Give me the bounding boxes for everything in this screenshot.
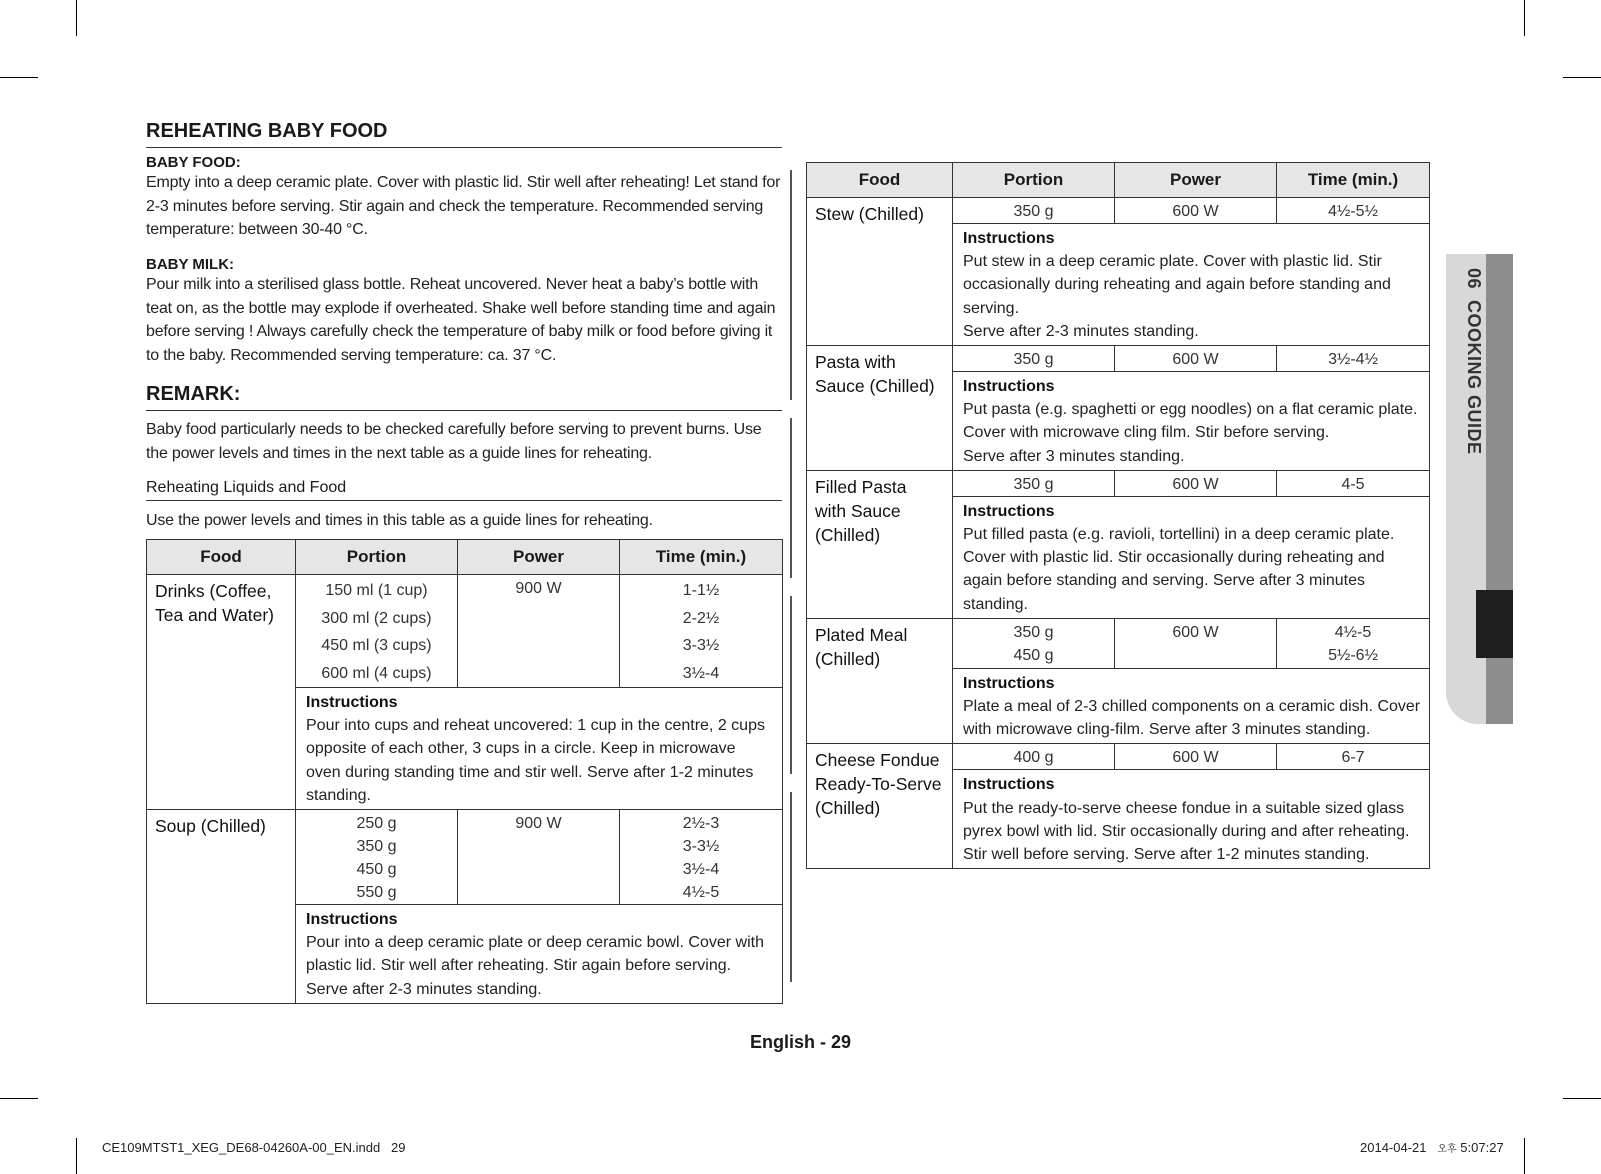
power-cell: 600 W [1115, 618, 1277, 668]
instructions-cell [953, 496, 1430, 618]
column-divider [790, 418, 792, 578]
food-cell: Stew (Chilled) [807, 198, 953, 346]
portion-cell: 350 g [953, 198, 1115, 224]
instructions-text: Put stew in a deep ceramic plate. Cover with plastic lid. Stir occasionally during reheating and again before standing and serving. [963, 253, 1391, 317]
power-cell: 600 W [1115, 198, 1277, 224]
instructions-text: Pour into cups and reheat uncovered: 1 cup in the centre, 2 cups opposite of each other, 3 cups in a circle. Keep in microwave oven during standing time and stir well. Serve after 1-2 minutes standing. [306, 717, 765, 804]
portion-value: 600 ml (4 cups) [321, 664, 432, 682]
food-name: Pasta with [815, 352, 896, 373]
instructions-cell [953, 668, 1430, 744]
food-name: Ready-To-Serve [815, 774, 942, 795]
slug-timestamp [1360, 1140, 1504, 1155]
instructions-text: Put filled pasta (e.g. ravioli, tortellini) in a deep ceramic plate. Cover with plastic lid. Stir occasionally during reheating and again before standing and serving. Serve after 3 minutes standing. [963, 526, 1395, 613]
reheating-liquids-intro: Use the power levels and times in this table as a guide lines for reheating. [146, 512, 653, 529]
food-cell [807, 618, 953, 744]
time-cell [620, 810, 783, 905]
baby-food-title: BABY FOOD: [146, 154, 241, 171]
column-divider [790, 596, 792, 774]
crop-mark [76, 1138, 77, 1174]
power-cell: 600 W [1115, 744, 1277, 770]
chapter-title: COOKING GUIDE [1464, 300, 1484, 455]
portion-cell [296, 575, 458, 688]
portion-value: 350 g [1013, 623, 1054, 641]
instructions-title: Instructions [963, 674, 1055, 692]
instructions-title: Instructions [306, 694, 398, 711]
crop-mark [1524, 0, 1525, 36]
time-value: 3½-4 [682, 861, 720, 879]
column-divider [790, 792, 792, 982]
portion-value: 550 g [356, 884, 397, 902]
table-row [147, 810, 783, 905]
remark-title: REMARK: [146, 383, 782, 411]
chapter-number: 06 [1464, 268, 1484, 290]
food-name: with Sauce [815, 500, 901, 521]
header-time: Time (min.) [620, 540, 783, 575]
instructions-text: Plate a meal of 2-3 chilled components on a ceramic dish. Cover with microwave cling-film. Serve after 3 minutes standing. [963, 698, 1421, 739]
food-name: (Chilled) [815, 798, 881, 819]
slug-date: 2014-04-21 [1360, 1140, 1427, 1155]
food-name: Drinks (Coffee, [155, 581, 272, 601]
table-row [147, 575, 783, 688]
side-tab-marker [1476, 590, 1513, 658]
header-food: Food [807, 163, 953, 198]
table-row [807, 744, 1430, 770]
time-value: 4½-5 [682, 884, 720, 902]
food-name: Cheese Fondue [815, 750, 940, 771]
table-header-row [147, 540, 783, 575]
table-row [807, 198, 1430, 224]
baby-food-text: Empty into a deep ceramic plate. Cover with plastic lid. Stir well after reheating! Let stand for 2-3 minutes before serving. Stir again and check the temperature. Recommended serving temperature: between 30-40 °C. [146, 174, 781, 238]
instructions-title: Instructions [963, 502, 1055, 520]
portion-cell: 400 g [953, 744, 1115, 770]
slug-time: 5:07:27 [1460, 1140, 1504, 1155]
instructions-text: Serve after 3 minutes standing. [963, 447, 1185, 465]
left-table [146, 539, 783, 1004]
time-value: 1-1½ [682, 582, 720, 599]
portion-value: 300 ml (2 cups) [321, 609, 432, 627]
instructions-text: Serve after 2-3 minutes standing. [963, 322, 1199, 340]
portion-value: 150 ml (1 cup) [325, 582, 428, 599]
page-title: REHEATING BABY FOOD [146, 120, 782, 148]
instructions-title: Instructions [963, 378, 1055, 396]
food-name: Plated Meal [815, 624, 908, 645]
time-value: 2½-3 [682, 815, 720, 833]
slug-filename: CE109MTST1_XEG_DE68-04260A-00_EN.indd 29 [102, 1140, 406, 1155]
food-name: Sauce (Chilled) [815, 376, 935, 397]
crop-mark [1563, 77, 1601, 78]
instructions-cell [953, 770, 1430, 869]
time-value: 3½-4 [682, 664, 720, 682]
baby-food-section [146, 154, 782, 242]
portion-cell [296, 810, 458, 905]
crop-mark [0, 1098, 38, 1099]
portion-value: 350 g [356, 838, 397, 856]
time-value: 3-3½ [682, 838, 720, 856]
food-cell [807, 470, 953, 618]
crop-mark [1563, 1098, 1601, 1099]
time-value: 3-3½ [682, 637, 720, 654]
instructions-cell [953, 224, 1430, 346]
table-row [807, 618, 1430, 668]
instructions-title: Instructions [963, 230, 1055, 247]
power-cell: 600 W [1115, 470, 1277, 496]
time-value: 5½-6½ [1328, 646, 1378, 664]
table-row [807, 346, 1430, 372]
instructions-text: Put the ready-to-serve cheese fondue in a suitable sized glass pyrex bowl with lid. Stir occasionally during and after reheating. Stir well before serving. Serve after 1-2 minutes standing. [963, 799, 1410, 864]
time-cell: 4-5 [1277, 470, 1430, 496]
time-cell: 3½-4½ [1277, 346, 1430, 372]
right-table [806, 162, 1430, 869]
baby-milk-title: BABY MILK: [146, 256, 235, 273]
food-name: Tea and Water) [155, 605, 274, 625]
portion-value: 450 ml (3 cups) [321, 637, 432, 654]
slug-ampm: 오후 [1437, 1144, 1457, 1155]
time-value: 2-2½ [682, 609, 720, 627]
instructions-title: Instructions [306, 911, 398, 929]
instructions-cell [296, 905, 783, 1004]
food-name: (Chilled) [815, 648, 881, 669]
crop-mark [76, 0, 77, 36]
time-value: 4½-5 [1334, 623, 1372, 641]
header-portion: Portion [296, 540, 458, 575]
table-header-row [807, 163, 1430, 198]
food-cell [147, 575, 296, 810]
power-cell: 900 W [458, 810, 620, 905]
portion-value: 450 g [1013, 646, 1054, 664]
table-row [807, 470, 1430, 496]
header-time: Time (min.) [1277, 163, 1430, 198]
time-cell [1277, 618, 1430, 668]
portion-value: 250 g [356, 815, 397, 833]
portion-cell [953, 618, 1115, 668]
power-cell: 600 W [1115, 346, 1277, 372]
header-power: Power [1115, 163, 1277, 198]
time-cell [620, 575, 783, 688]
column-divider [790, 170, 792, 400]
reheating-liquids-title: Reheating Liquids and Food [146, 479, 782, 501]
food-cell: Soup (Chilled) [147, 810, 296, 1004]
time-cell: 4½-5½ [1277, 198, 1430, 224]
food-cell [807, 346, 953, 471]
crop-mark [1524, 1138, 1525, 1174]
remark-text: Baby food particularly needs to be checked carefully before serving to prevent burns. Use the power levels and times in the next table as a guide lines for reheating. [146, 421, 762, 462]
baby-milk-section [146, 256, 782, 367]
instructions-text: Put pasta (e.g. spaghetti or egg noodles) on a flat ceramic plate. Cover with microwave cling film. Stir before serving. [963, 401, 1418, 442]
food-name: Filled Pasta [815, 476, 907, 497]
instructions-cell [953, 372, 1430, 471]
baby-milk-text: Pour milk into a sterilised glass bottle. Reheat uncovered. Never heat a baby’s bottle with teat on, as the bottle may explode if overheated. Shake well before standing time and again before serving ! Always carefully check the temperature of baby milk or food before giving it to the baby. Recommended serving temperature: ca. 37 °C. [146, 276, 776, 364]
food-cell [807, 744, 953, 869]
header-food: Food [147, 540, 296, 575]
header-portion: Portion [953, 163, 1115, 198]
instructions-text: Pour into a deep ceramic plate or deep ceramic bowl. Cover with plastic lid. Stir well after reheating. Stir again before serving. Serve after 2-3 minutes standing. [306, 934, 764, 998]
side-tab-label [1448, 268, 1484, 468]
page-number: English - 29 [749, 1032, 852, 1052]
crop-mark [0, 77, 38, 78]
instructions-title: Instructions [963, 776, 1055, 794]
portion-cell: 350 g [953, 346, 1115, 372]
time-cell: 6-7 [1277, 744, 1430, 770]
food-name: (Chilled) [815, 524, 881, 545]
header-power: Power [458, 540, 620, 575]
portion-cell: 350 g [953, 470, 1115, 496]
power-cell: 900 W [458, 575, 620, 688]
instructions-cell [296, 688, 783, 810]
portion-value: 450 g [356, 861, 397, 879]
